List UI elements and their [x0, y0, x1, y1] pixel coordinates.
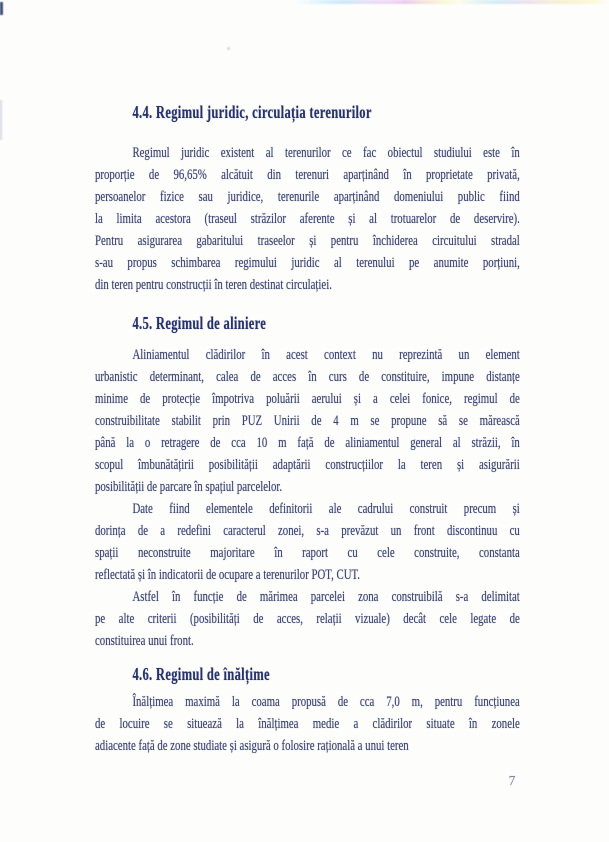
text-line: proporție de 96,65% alcătuit din terenuri aparținând în proprietate privată, — [95, 167, 520, 183]
text-line: Pentru asigurarea gabaritului traseelor și pentru închiderea circuitului stradal — [95, 233, 520, 249]
section-heading-4-6: 4.6. Regimul de înălțime — [132, 664, 270, 684]
text-line: pe alte criterii (posibilități de acces, relații vizuale) decât cele legate de — [95, 611, 520, 627]
text-line: reflectată și în indicatorii de ocupare a terenurilor POT, CUT. — [95, 567, 361, 583]
paragraph-regim-juridic — [95, 142, 520, 296]
page-number: 7 — [508, 773, 516, 788]
text-line: dorința de a redefini caracterul zonei, s-a prevăzut un front discontinuu cu — [95, 523, 520, 539]
text-line: până la o retragere de cca 10 m față de aliniamentul general al străzii, în — [95, 435, 520, 451]
scan-edge-artifact — [0, 100, 2, 140]
text-line: adiacente față de zone studiate și asigură o folosire rațională a unui teren — [95, 738, 409, 754]
text-line: Înălțimea maximă la coama propusă de cca 7,0 m, pentru funcțiunea — [132, 694, 520, 710]
section-heading-4-5: 4.5. Regimul de aliniere — [132, 313, 267, 333]
text-line: la limita acestora (traseul străzilor aferente și al trotuarelor de deservire). — [95, 211, 520, 227]
paragraph-zona-construibila — [95, 586, 520, 652]
text-line: urbanistic determinant, calea de acces în curs de constituire, impune distanțe — [95, 369, 520, 385]
text-line: posibilității de parcare în spațiul parcelelor. — [95, 479, 283, 495]
text-line: Regimul juridic existent al terenurilor ce fac obiectul studiului este în — [132, 145, 520, 161]
text-line: constituirea unui front. — [95, 633, 194, 649]
text-line: spații neconstruite majoritare în raport cu cele construite, constanta — [95, 545, 520, 561]
text-line: Astfel în funcție de mărimea parcelei zona construibilă s-a delimitat — [132, 589, 520, 605]
text-line: minime de protecție împotriva poluării aerului și a celei fonice, regimul de — [95, 391, 520, 407]
text-line: de locuire se situează la înălțimea medie a clădirilor situate în zonele — [95, 716, 520, 732]
text-line: persoanelor fizice sau juridice, terenurile aparținând domeniului public fiind — [95, 189, 520, 205]
scan-speck-artifact — [227, 47, 230, 50]
text-line: Date fiind elementele definitorii ale cadrului construit precum și — [132, 501, 520, 517]
scan-corner-artifact — [0, 2, 3, 15]
text-line: scopul îmbunătățirii posibilității adaptării construcțiilor la teren și asigurării — [95, 457, 520, 473]
paragraph-inaltime — [95, 691, 520, 757]
text-line: s-au propus schimbarea regimului juridic al terenului pe anumite porțiuni, — [95, 255, 520, 271]
scan-color-strip-artifact — [296, 0, 609, 4]
text-line: Aliniamentul clădirilor în acest context nu reprezintă un element — [132, 347, 520, 363]
paragraph-aliniament — [95, 344, 520, 498]
text-line: construibilitate stabilit prin PUZ Unirii de 4 m se propune să se mărească — [95, 413, 520, 429]
text-line: din teren pentru construcții în teren destinat circulației. — [95, 277, 332, 293]
section-heading-4-4: 4.4. Regimul juridic, circulația terenurilor — [132, 102, 372, 122]
paragraph-front-discontinuu — [95, 498, 520, 586]
